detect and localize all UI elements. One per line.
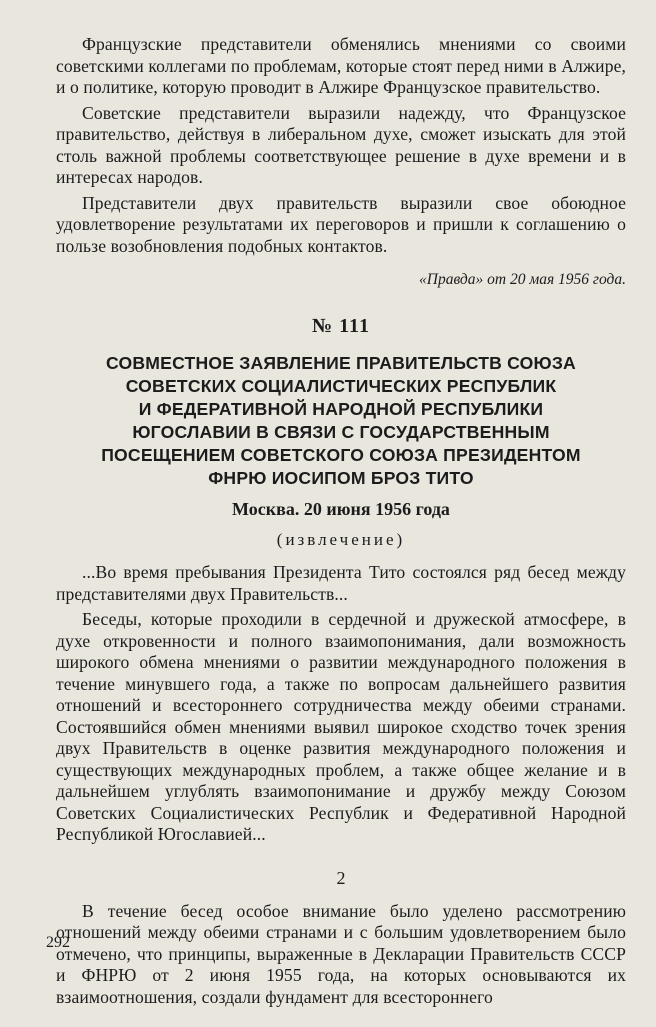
intro-paragraph: Французские представители обменялись мнениями со своими советскими коллегами по проблемам, которые стоят перед ними в Алжире, и о политике, которую проводит в Алжире Французское правительство. — [56, 34, 626, 97]
intro-paragraph: Представители двух правительств выразили свое обоюдное удовлетворение результатами их переговоров и пришли к соглашению о пользе возобновления подобных контактов. — [56, 192, 626, 256]
title-line: ЮГОСЛАВИИ В СВЯЗИ С ГОСУДАРСТВЕННЫМ — [132, 422, 550, 442]
body-paragraph: Беседы, которые проходили в сердечной и дружеской атмосфере, в духе откровенности и полного взаимопонимания, дали возможность широкого обмена мнениями о развитии международного положения в течение минувшего года, а также по вопросам дальнейшего развития отношений и всестороннего сотрудничества между обеими странами. Состоявшийся обмен мнениями выявил широкое сходство точек зрения двух Правительств в оценке развития международного положения и существующих международных проблем, а также общее желание и в дальнейшем углублять взаимопонимание и дружбу между Союзом Советских Социалистических Республик и Федеративной Народной Республикой Югославией... — [56, 609, 626, 844]
source-citation: «Правда» от 20 мая 1956 года. — [419, 271, 626, 288]
document-title — [56, 352, 626, 490]
document-number: № 111 — [312, 315, 370, 337]
section-paragraph: В течение бесед особое внимание было уделено рассмотрению отношений между обеими странами и с большим удовлетворением было отмечено, что принципы, выраженные в Декларации Правительств СССР и ФНРЮ от 2 июня 1955 года, на которых основываются их взаимоотношения, создали фундамент для всестороннего — [56, 900, 626, 1007]
extract-note: (извлечение) — [276, 530, 406, 549]
title-line: И ФЕДЕРАТИВНОЙ НАРОДНОЙ РЕСПУБЛИКИ — [138, 399, 544, 419]
title-line: СОВМЕСТНОЕ ЗАЯВЛЕНИЕ ПРАВИТЕЛЬСТВ СОЮЗА — [106, 353, 576, 373]
page-number: 292 — [46, 934, 70, 951]
body-paragraph: ...Во время пребывания Президента Тито состоялся ряд бесед между представителями двух Правительств... — [56, 562, 626, 604]
dateline: Москва. 20 июня 1956 года — [232, 499, 450, 519]
title-line: СОВЕТСКИХ СОЦИАЛИСТИЧЕСКИХ РЕСПУБЛИК — [125, 376, 557, 396]
title-line: ПОСЕЩЕНИЕМ СОВЕТСКОГО СОЮЗА ПРЕЗИДЕНТОМ — [101, 445, 581, 465]
title-line: ФНРЮ ИОСИПОМ БРОЗ ТИТО — [208, 468, 474, 488]
section-number: 2 — [336, 867, 346, 888]
intro-paragraph: Советские представители выразили надежду, что Французское правительство, действуя в либеральном духе, сможет изыскать для этой столь важной проблемы соответствующее решение в духе времени и в интересах народов. — [56, 102, 626, 187]
